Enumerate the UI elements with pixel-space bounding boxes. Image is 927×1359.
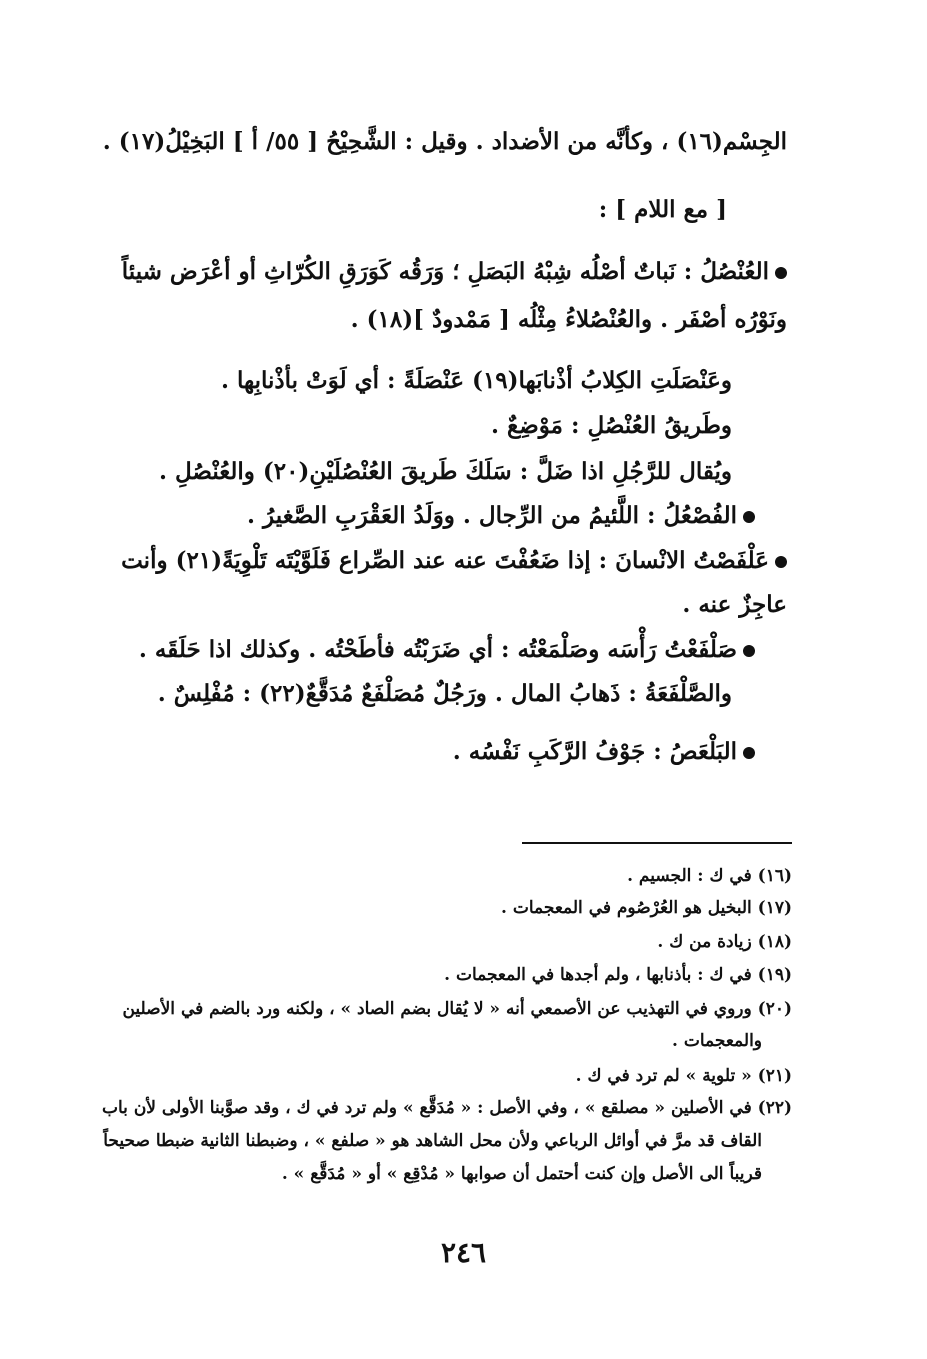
entry-line: الفُصْعُلُ : اللَّئيمُ من الرِّجال . ووَلَدُ العَقْرَبِ الصَّغيرُ . <box>247 502 755 529</box>
text-line: وعَنْصَلَتِ الكِلابُ أذْنابَها(١٩) عَنْصَلَةً : أي لَوَتْ بأذْنابِها . <box>220 367 732 394</box>
text-line: ونَوْرُه أصْفَر . والعُنْصُلاءُ مِثْلُه [ مَمْدودٌ ](١٨) . <box>350 306 787 333</box>
bullet-icon <box>775 267 787 279</box>
entry-line: البَلْعَصُ : جَوْفُ الرَّكَبِ نَفْسُه . <box>453 738 755 765</box>
bullet-icon <box>743 511 755 523</box>
entry-line: عَلْفَصْتُ الانْسانَ : إذا ضَعُفْتَ عنه عند الصِّراع فَلَوَّيْتَه تَلْوِيَةً(٢١) وأنت <box>121 547 787 574</box>
bullet-icon <box>743 645 755 657</box>
text-line: الجِسْم(١٦) ، وكأنَّه من الأضداد . وقيل : الشَّحِيْحُ [ ٥٥/ أ ] البَخِيْلُ(١٧) . <box>102 128 787 155</box>
footnote-continuation: والمعجمات . <box>672 1031 762 1051</box>
section-heading: [ مع اللام ] : <box>598 196 727 223</box>
footnote: (٢٢) في الأصلين « مصلقع » ، وفي الأصل : « مُدَقَّع » ولم ترد في ك ، وقد صوَّبنا الأولى لأن باب <box>101 1098 792 1118</box>
footnote: (٢٠) وروي في التهذيب عن الأصمعي أنه « لا يُقال بضم الصاد » ، ولكنه ورد بالضم في الأصلين <box>122 999 792 1019</box>
page-number: ٢٤٦ <box>440 1236 487 1269</box>
footnote: (١٩) في ك : بأذنابها ، ولم أجدها في المعجمات . <box>444 965 792 985</box>
text-line: والصَّلْفَعَةُ : ذَهابُ المال . ورَجُلٌ مُصَلْفَعٌ مُدَقَّعٌ(٢٢) : مُفْلِسٌ . <box>157 680 732 707</box>
text-line: عاجِزٌ عنه . <box>682 591 787 618</box>
bullet-icon <box>743 747 755 759</box>
text-line: ويُقال للرَّجُلِ اذا ضَلَّ : سَلَكَ طَريقَ العُنْصُلَيْنِ(٢٠) والعُنْصُلِ . <box>158 458 732 485</box>
footnote: (١٨) زيادة من ك . <box>657 932 792 952</box>
entry-line: العُنْصُلُ : نَباتٌ أصْلُه شِبْهُ البَصَلِ ؛ وَرَقُه كَوَرَقِ الكُرّاثِ أو أعْرَض شيئاً <box>122 258 787 285</box>
footnote: (١٦) في ك : الجسيم . <box>627 866 792 886</box>
text-line: وطَريقُ العُنْصُلِ : مَوْضِعٌ . <box>491 412 732 439</box>
entry-line: صَلْفَعْتُ رَأْسَه وصَلْمَعْتُه : أي ضَرَبْتُه فأطَحْتُه . وكذلك اذا حَلَقَه . <box>139 636 755 663</box>
bullet-icon <box>775 556 787 568</box>
footnote-continuation: قريباً الى الأصل وإن كنت أحتمل أن صوابها « مُدْقِع » أو « مُدَقَّع » . <box>281 1164 762 1184</box>
footnote: (١٧) البخيل هو العُرْصُوم في المعجمات . <box>501 898 792 918</box>
footnote: (٢١) « تلوية » لم ترد في ك . <box>575 1066 792 1086</box>
footnote-continuation: القاف قد مرَّ في أوائل الرباعي ولأن محل الشاهد هو « صلفع » ، وضبطنا الثانية ضبطا صحيحاً <box>103 1131 762 1151</box>
footnote-divider <box>522 842 792 844</box>
